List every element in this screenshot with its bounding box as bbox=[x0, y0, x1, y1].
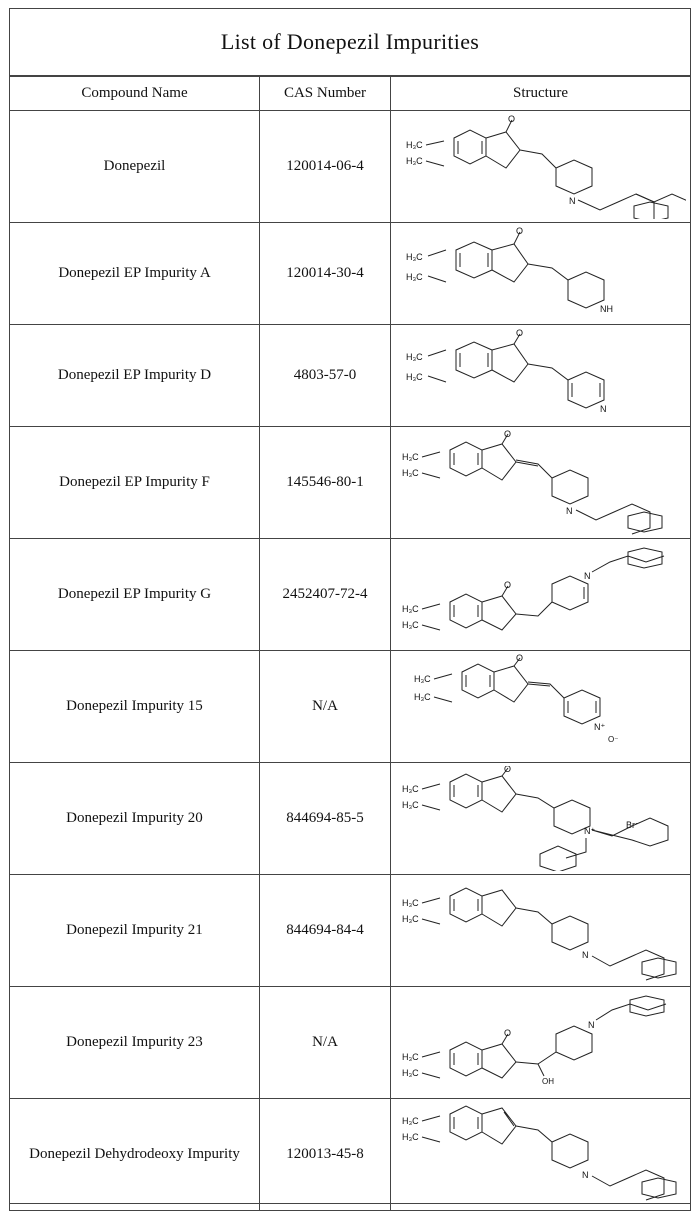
structure-impurity-f bbox=[396, 430, 686, 535]
svg-text:N: N bbox=[581, 1170, 588, 1180]
svg-text:N: N bbox=[568, 196, 575, 206]
svg-text:N: N bbox=[587, 1020, 594, 1030]
table-row bbox=[10, 763, 691, 875]
svg-text:H₃C: H₃C bbox=[401, 468, 419, 478]
svg-text:H₃C: H₃C bbox=[405, 140, 423, 150]
compound-name: Donepezil Impurity 23 bbox=[10, 987, 260, 1099]
structure-cell bbox=[391, 987, 691, 1099]
cas-number: 844694-85-5 bbox=[260, 763, 391, 875]
table-row bbox=[10, 987, 691, 1099]
svg-text:H₃C: H₃C bbox=[405, 252, 423, 262]
table-header-row bbox=[10, 77, 691, 111]
svg-text:O: O bbox=[503, 430, 511, 439]
structure-cell bbox=[391, 427, 691, 539]
svg-text:H₃C: H₃C bbox=[413, 692, 431, 702]
svg-text:H₃C: H₃C bbox=[413, 674, 431, 684]
cas-number: 120013-45-8 bbox=[260, 1099, 391, 1211]
svg-text:H₃C: H₃C bbox=[401, 898, 419, 908]
svg-text:O: O bbox=[503, 1028, 511, 1038]
structure-impurity-20 bbox=[396, 766, 686, 871]
compound-name: Donepezil bbox=[10, 111, 260, 223]
svg-text:H₃C: H₃C bbox=[401, 1132, 419, 1142]
svg-text:O: O bbox=[515, 654, 523, 663]
cas-number: 120014-30-4 bbox=[260, 223, 391, 325]
svg-text:O⁻: O⁻ bbox=[607, 735, 618, 744]
table-row bbox=[10, 1099, 691, 1211]
header-compound-name: Compound Name bbox=[10, 77, 260, 111]
svg-text:H₃C: H₃C bbox=[405, 272, 423, 282]
structure-impurity-d bbox=[396, 328, 686, 423]
svg-text:H₃C: H₃C bbox=[401, 1052, 419, 1062]
svg-text:NH: NH bbox=[599, 304, 613, 314]
header-cas-number: CAS Number bbox=[260, 77, 391, 111]
compound-name: Donepezil Impurity 21 bbox=[10, 875, 260, 987]
svg-text:H₃C: H₃C bbox=[405, 156, 423, 166]
structure-cell bbox=[391, 539, 691, 651]
structure-cell bbox=[391, 1099, 691, 1211]
cas-number: 145546-80-1 bbox=[260, 427, 391, 539]
cas-number: 844694-84-4 bbox=[260, 875, 391, 987]
header-structure: Structure bbox=[391, 77, 691, 111]
document-title: List of Donepezil Impurities bbox=[10, 9, 690, 76]
table-row bbox=[10, 539, 691, 651]
structure-cell bbox=[391, 325, 691, 427]
svg-text:N: N bbox=[581, 950, 588, 960]
table-row bbox=[10, 223, 691, 325]
structure-donepezil bbox=[396, 114, 686, 219]
structure-impurity-23 bbox=[396, 990, 686, 1095]
compound-name: Donepezil Impurity 20 bbox=[10, 763, 260, 875]
structure-cell bbox=[391, 111, 691, 223]
svg-text:H₃C: H₃C bbox=[405, 352, 423, 362]
svg-text:N⁺: N⁺ bbox=[593, 722, 605, 732]
svg-text:N⁺: N⁺ bbox=[583, 826, 595, 836]
structure-impurity-a bbox=[396, 226, 686, 321]
cas-number: 2452407-72-4 bbox=[260, 539, 391, 651]
svg-text:H₃C: H₃C bbox=[401, 604, 419, 614]
svg-text:H₃C: H₃C bbox=[401, 452, 419, 462]
svg-text:H₃C: H₃C bbox=[401, 620, 419, 630]
cas-number: 120014-06-4 bbox=[260, 111, 391, 223]
svg-text:H₃C: H₃C bbox=[401, 914, 419, 924]
cas-number: N/A bbox=[260, 987, 391, 1099]
svg-text:N: N bbox=[565, 506, 572, 516]
svg-text:OH: OH bbox=[541, 1077, 554, 1086]
svg-text:O: O bbox=[515, 226, 523, 236]
svg-text:O: O bbox=[507, 114, 515, 124]
structure-cell bbox=[391, 875, 691, 987]
table-row bbox=[10, 325, 691, 427]
compound-name: Donepezil EP Impurity G bbox=[10, 539, 260, 651]
compound-name: Donepezil Impurity 15 bbox=[10, 651, 260, 763]
svg-text:H₃C: H₃C bbox=[401, 800, 419, 810]
compound-name: Donepezil EP Impurity F bbox=[10, 427, 260, 539]
svg-text:H₃C: H₃C bbox=[405, 372, 423, 382]
svg-text:N: N bbox=[599, 404, 606, 414]
cas-number: 4803-57-0 bbox=[260, 325, 391, 427]
svg-text:Br⁻: Br⁻ bbox=[625, 820, 640, 830]
svg-text:O: O bbox=[503, 766, 511, 774]
structure-cell bbox=[391, 651, 691, 763]
impurities-table bbox=[9, 76, 691, 1211]
svg-text:O: O bbox=[515, 328, 523, 338]
structure-impurity-21 bbox=[396, 878, 686, 983]
svg-text:H₃C: H₃C bbox=[401, 784, 419, 794]
svg-text:N: N bbox=[583, 571, 590, 581]
compound-name: Donepezil EP Impurity D bbox=[10, 325, 260, 427]
table-row bbox=[10, 875, 691, 987]
cas-number: N/A bbox=[260, 651, 391, 763]
compound-name: Donepezil Dehydrodeoxy Impurity bbox=[10, 1099, 260, 1211]
table-row bbox=[10, 651, 691, 763]
table-row bbox=[10, 427, 691, 539]
structure-cell bbox=[391, 763, 691, 875]
svg-text:H₃C: H₃C bbox=[401, 1116, 419, 1126]
structure-cell bbox=[391, 223, 691, 325]
structure-impurity-15 bbox=[396, 654, 686, 759]
structure-impurity-g bbox=[396, 542, 686, 647]
structure-dehydrodeoxy bbox=[396, 1102, 686, 1207]
impurities-document bbox=[9, 8, 691, 1204]
compound-name: Donepezil EP Impurity A bbox=[10, 223, 260, 325]
svg-text:H₃C: H₃C bbox=[401, 1068, 419, 1078]
table-row bbox=[10, 111, 691, 223]
svg-text:O: O bbox=[503, 580, 511, 590]
